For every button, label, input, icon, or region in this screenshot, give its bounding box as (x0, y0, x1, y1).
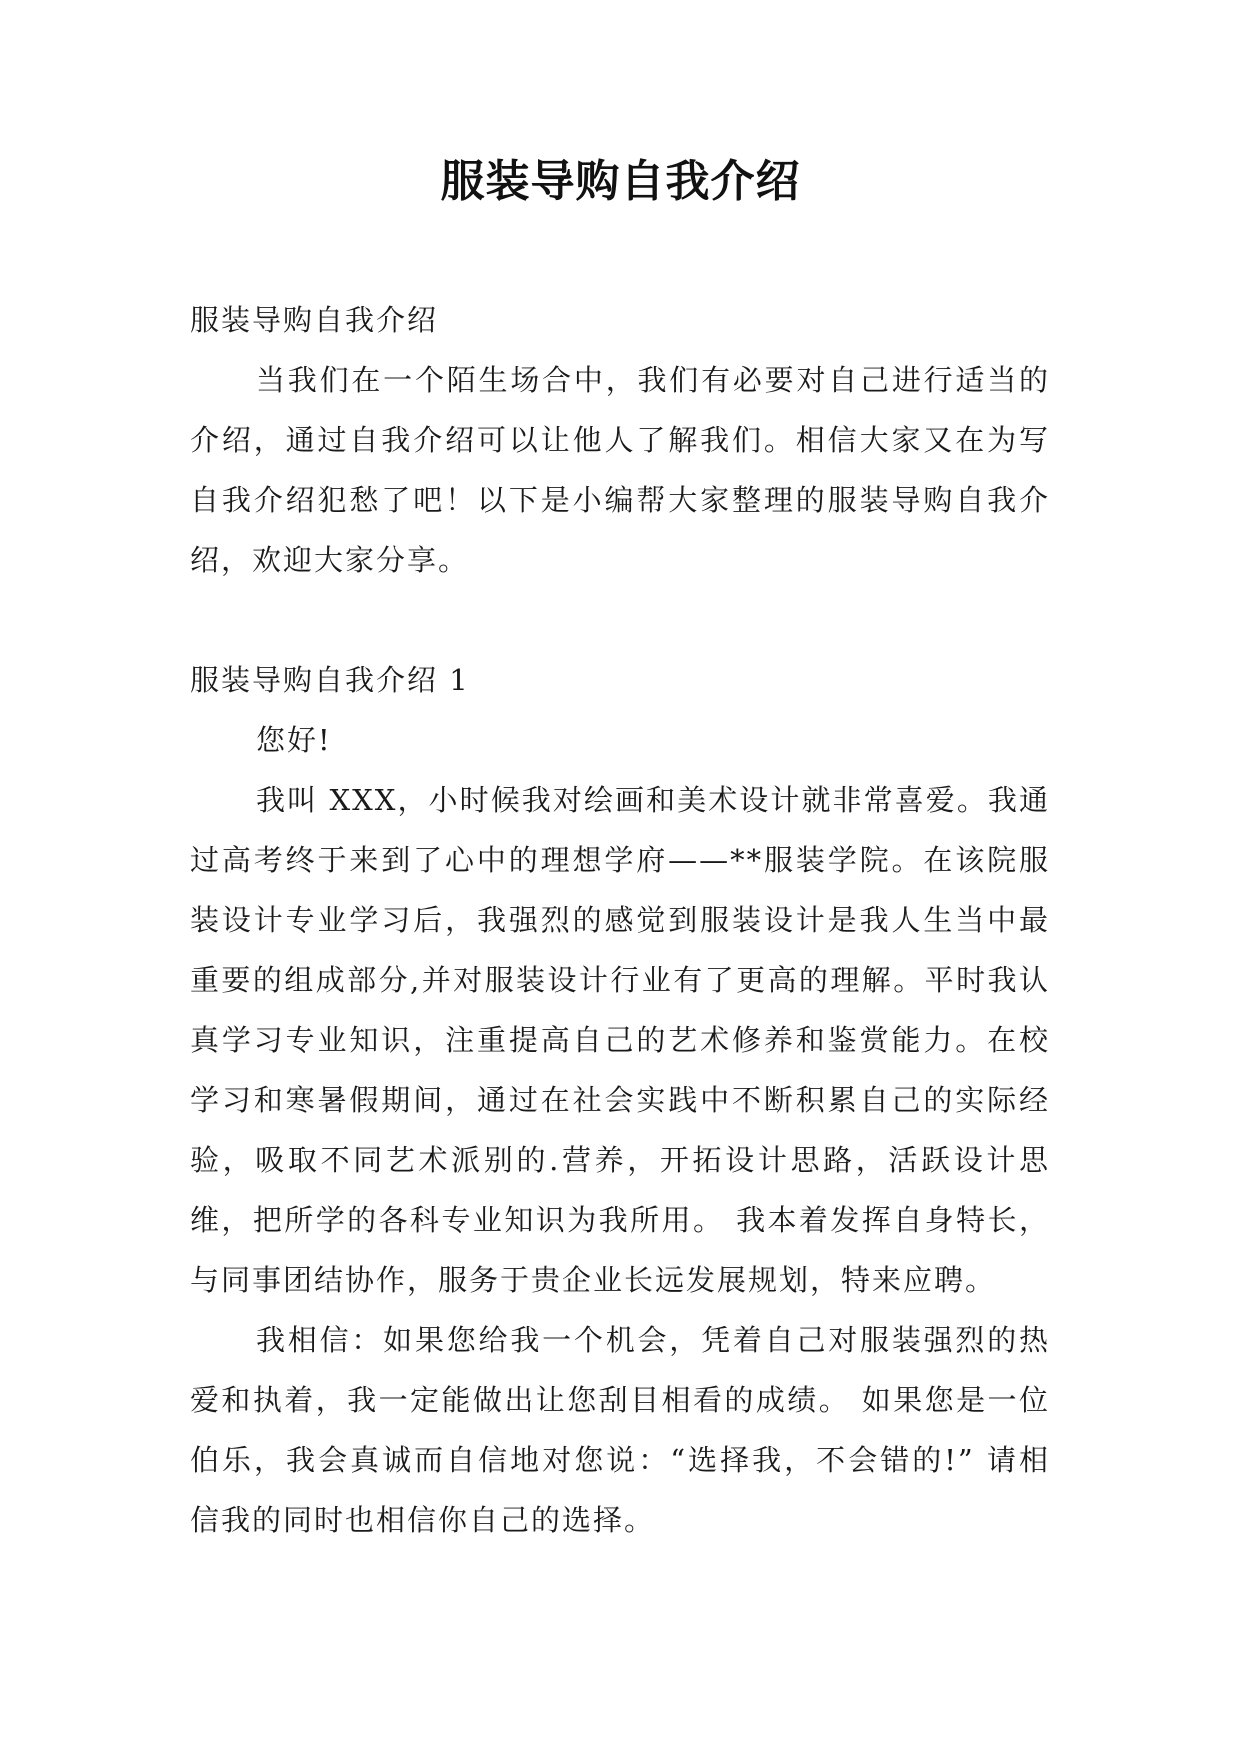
body-paragraph-1: 我叫 XXX，小时候我对绘画和美术设计就非常喜爱。我通过高考终于来到了心中的理想学府——**服装学院。在该院服装设计专业学习后，我强烈的感觉到服装设计是我人生当中最重要的组成部分,并对服装设计行业有了更高的理解。平时我认真学习专业知识，注重提高自己的艺术修养和鉴赏能力。在校学习和寒暑假期间，通过在社会实践中不断积累自己的实际经验，吸取不同艺术派别的.营养，开拓设计思路，活跃设计思维，把所学的各科专业知识为我所用。 我本着发挥自身特长，与同事团结协作，服务于贵企业长远发展规划，特来应聘。 (190, 783, 1050, 1297)
body-paragraph-2: 我相信：如果您给我一个机会，凭着自己对服装强烈的热爱和执着，我一定能做出让您刮目相看的成绩。 如果您是一位伯乐，我会真诚而自信地对您说：“选择我，不会错的!” 请相信我的同时也相信你自己的选择。 (190, 1323, 1050, 1537)
greeting: 您好! (256, 723, 332, 757)
section-heading: 服装导购自我介绍 1 (190, 663, 470, 697)
intro-paragraph: 当我们在一个陌生场合中，我们有必要对自己进行适当的介绍，通过自我介绍可以让他人了解我们。相信大家又在为写自我介绍犯愁了吧！以下是小编帮大家整理的服装导购自我介绍，欢迎大家分享。 (190, 363, 1050, 577)
document-body (190, 290, 1050, 1550)
section-spacer (190, 590, 1050, 650)
document-title: 服装导购自我介绍 (440, 156, 801, 207)
intro-heading: 服装导购自我介绍 (190, 303, 439, 337)
